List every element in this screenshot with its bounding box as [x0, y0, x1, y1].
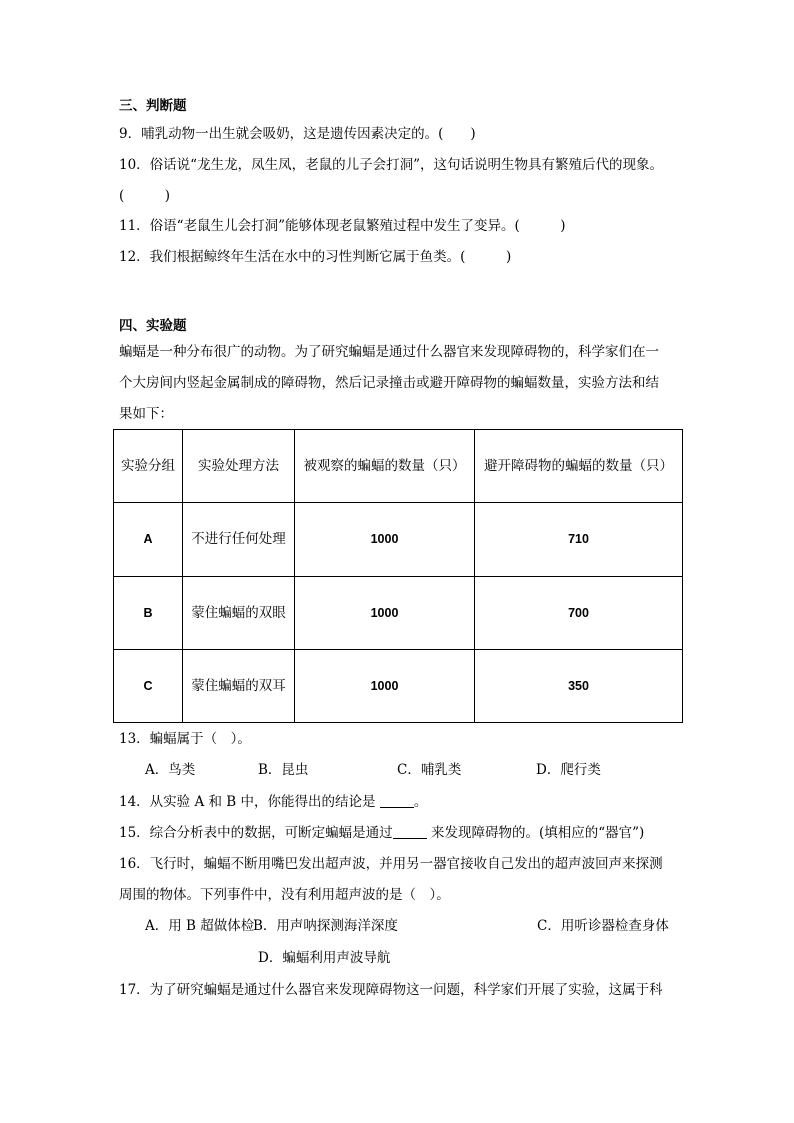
intro-line-2: 个大房间内竖起金属制成的障碍物，然后记录撞击或避开障碍物的蝙蝠数量，实验方法和结	[119, 375, 659, 391]
row-avoided: 350	[475, 650, 683, 723]
row-avoided: 700	[475, 577, 683, 650]
row-avoided: 710	[475, 503, 683, 577]
experiment-table	[113, 429, 683, 723]
header-observed: 被观察的蝙蝠的数量（只）	[295, 430, 475, 503]
row-observed: 1000	[295, 577, 475, 650]
row-group: C	[114, 650, 183, 723]
q15-suffix: 来发现障碍物的。(填相应的“器官”)	[426, 825, 645, 841]
q13-option-a: A．鸟类	[145, 762, 196, 778]
question-16-line-2: 周围的物体。下列事件中，没有利用超声波的是（ ）。	[119, 887, 450, 903]
q13-option-c: C．哺乳类	[397, 762, 462, 778]
question-16-line-1: 16．飞行时，蝙蝠不断用嘴巴发出超声波，并用另一器官接收自己发出的超声波回声来探测	[119, 856, 663, 872]
intro-line-1: 蝙蝠是一种分布很广的动物。为了研究蝙蝠是通过什么器官来发现障碍物的，科学家们在一	[119, 344, 659, 360]
q16-option-b: B．用声呐探测海洋深度	[253, 918, 398, 934]
header-method: 实验处理方法	[183, 430, 295, 503]
row-group: A	[114, 503, 183, 577]
q15-answer-blank[interactable]	[393, 824, 427, 839]
row-group: B	[114, 577, 183, 650]
question-12: 12．我们根据鲸终年生活在水中的习性判断它属于鱼类。( )	[119, 249, 512, 265]
q14-suffix: 。	[413, 794, 428, 810]
question-13: 13．蝙蝠属于（ ）。	[119, 731, 251, 747]
question-15	[119, 823, 644, 843]
question-9: 9．哺乳动物一出生就会吸奶，这是遗传因素决定的。( )	[119, 126, 476, 142]
table-row	[114, 650, 683, 723]
section-3-title: 三、判断题	[119, 98, 187, 114]
table-header-row	[114, 430, 683, 503]
q16-option-d: D．蝙蝠利用声波导航	[258, 950, 391, 966]
intro-line-3: 果如下：	[119, 406, 173, 422]
question-10-line-1: 10．俗话说“龙生龙，凤生凤，老鼠的儿子会打洞”，这句话说明生物具有繁殖后代的现象。	[119, 157, 663, 173]
q16-option-a: A．用 B 超做体检	[145, 918, 255, 934]
q13-option-b: B．昆虫	[258, 762, 309, 778]
header-avoided: 避开障碍物的蝙蝠的数量（只）	[475, 430, 683, 503]
question-14	[119, 792, 427, 812]
table-row	[114, 577, 683, 650]
table-row	[114, 503, 683, 577]
q16-option-c: C．用听诊器检查身体	[537, 918, 669, 934]
q15-text: 15．综合分析表中的数据，可断定蝙蝠是通过	[119, 825, 393, 841]
question-10-line-2: ( )	[119, 188, 171, 204]
q14-answer-blank[interactable]	[380, 793, 414, 808]
section-4-title: 四、实验题	[119, 318, 187, 334]
question-17-line-1: 17．为了研究蝙蝠是通过什么器官来发现障碍物这一问题，科学家们开展了实验，这属于科	[119, 982, 663, 998]
row-method: 不进行任何处理	[183, 503, 295, 577]
row-observed: 1000	[295, 650, 475, 723]
question-11: 11．俗语“老鼠生儿会打洞”能够体现老鼠繁殖过程中发生了变异。( )	[119, 218, 566, 234]
q13-option-d: D．爬行类	[536, 762, 601, 778]
q14-text: 14．从实验 A 和 B 中，你能得出的结论是	[119, 794, 380, 810]
row-observed: 1000	[295, 503, 475, 577]
row-method: 蒙住蝙蝠的双耳	[183, 650, 295, 723]
header-group: 实验分组	[114, 430, 183, 503]
row-method: 蒙住蝙蝠的双眼	[183, 577, 295, 650]
